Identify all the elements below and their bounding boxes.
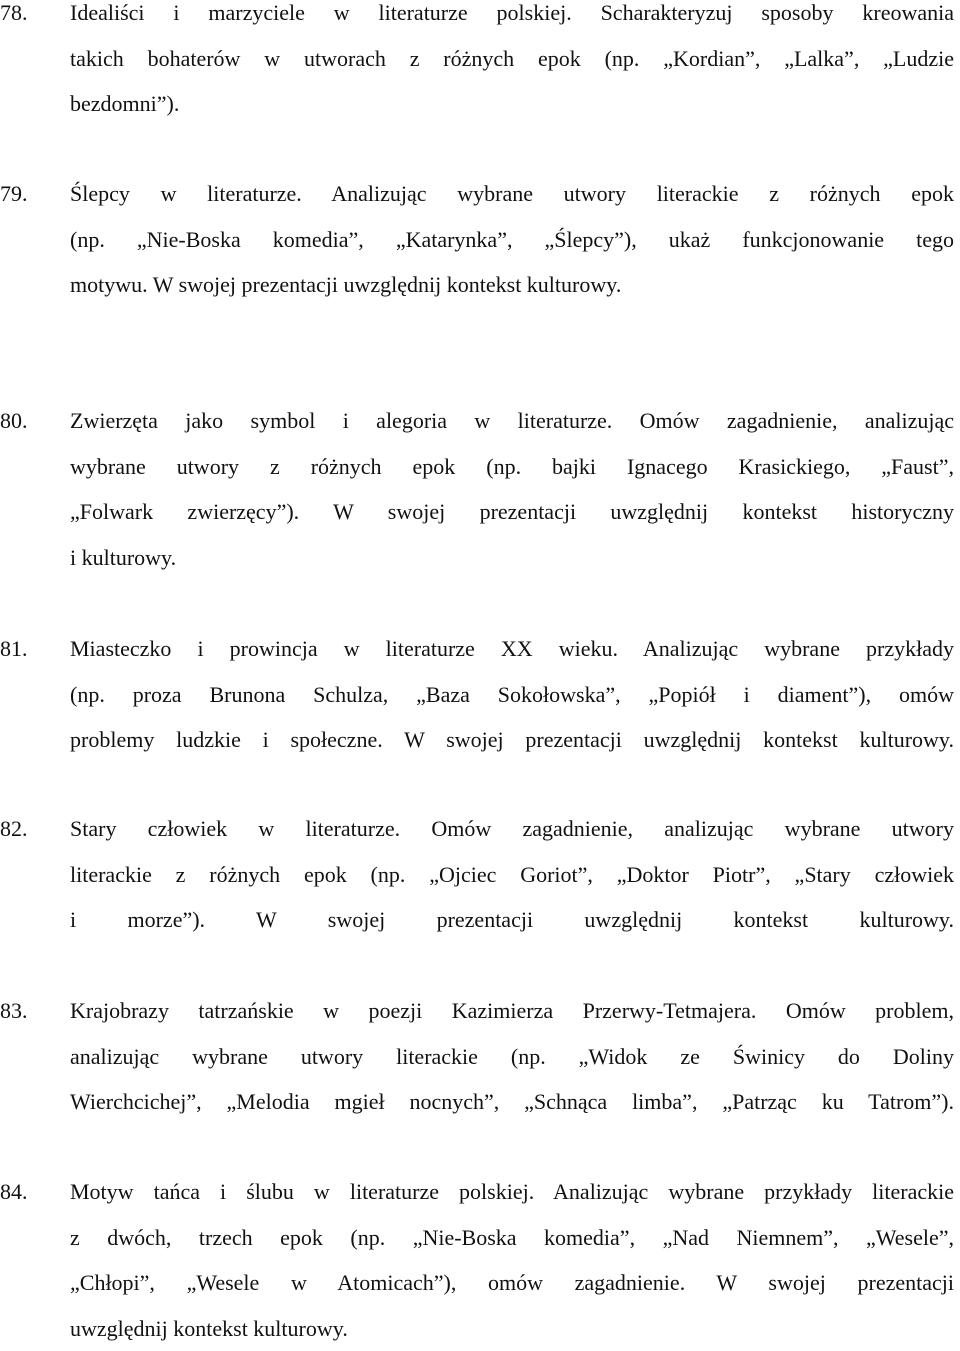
item-number: 84. [0,1169,28,1215]
item-text-line: literackie z różnych epok (np. „Ojciec Goriot”, „Doktor Piotr”, „Stary człowiek [70,852,954,898]
item-number: 80. [0,398,28,444]
item-text-line: Wierchcichej”, „Melodia mgieł nocnych”, „Schnąca limba”, „Patrząc ku Tatrom”). [70,1079,954,1125]
item-number: 79. [0,171,28,217]
item-text-line: bezdomni”). [70,81,179,127]
item-text-line: (np. „Nie-Boska komedia”, „Katarynka”, „Ślepcy”), ukaż funkcjonowanie tego [70,217,954,263]
item-text-line: Zwierzęta jako symbol i alegoria w literaturze. Omów zagadnienie, analizując [70,398,954,444]
item-text-line: motywu. W swojej prezentacji uwzględnij kontekst kulturowy. [70,262,621,308]
item-text-line: „Folwark zwierzęcy”). W swojej prezentacji uwzględnij kontekst historyczny [70,489,954,535]
item-number: 82. [0,806,28,852]
item-text-line: problemy ludzkie i społeczne. W swojej prezentacji uwzględnij kontekst kulturowy. [70,717,954,763]
item-text-line: Stary człowiek w literaturze. Omów zagadnienie, analizując wybrane utwory [70,806,954,852]
item-number: 78. [0,0,28,36]
item-text-line: „Chłopi”, „Wesele w Atomicach”), omów zagadnienie. W swojej prezentacji [70,1260,954,1306]
item-text-line: takich bohaterów w utworach z różnych epok (np. „Kordian”, „Lalka”, „Ludzie [70,36,954,82]
item-text-line: Krajobrazy tatrzańskie w poezji Kazimierza Przerwy-Tetmajera. Omów problem, [70,988,954,1034]
item-text-line: analizując wybrane utwory literackie (np. „Widok ze Świnicy do Doliny [70,1034,954,1080]
item-text-line: i kulturowy. [70,535,176,581]
item-text-line: i morze”). W swojej prezentacji uwzględnij kontekst kulturowy. [70,897,954,943]
item-text-line: Miasteczko i prowincja w literaturze XX wieku. Analizując wybrane przykłady [70,626,954,672]
item-text-line: Idealiści i marzyciele w literaturze polskiej. Scharakteryzuj sposoby kreowania [70,0,954,36]
item-text-line: wybrane utwory z różnych epok (np. bajki Ignacego Krasickiego, „Faust”, [70,444,954,490]
item-text-line: (np. proza Brunona Schulza, „Baza Sokołowska”, „Popiół i diament”), omów [70,672,954,718]
item-text-line: Ślepcy w literaturze. Analizując wybrane utwory literackie z różnych epok [70,171,954,217]
item-number: 83. [0,988,28,1034]
item-text-line: uwzględnij kontekst kulturowy. [70,1306,348,1351]
item-number: 81. [0,626,28,672]
item-text-line: Motyw tańca i ślubu w literaturze polskiej. Analizując wybrane przykłady literackie [70,1169,954,1215]
item-text-line: z dwóch, trzech epok (np. „Nie-Boska komedia”, „Nad Niemnem”, „Wesele”, [70,1215,954,1261]
